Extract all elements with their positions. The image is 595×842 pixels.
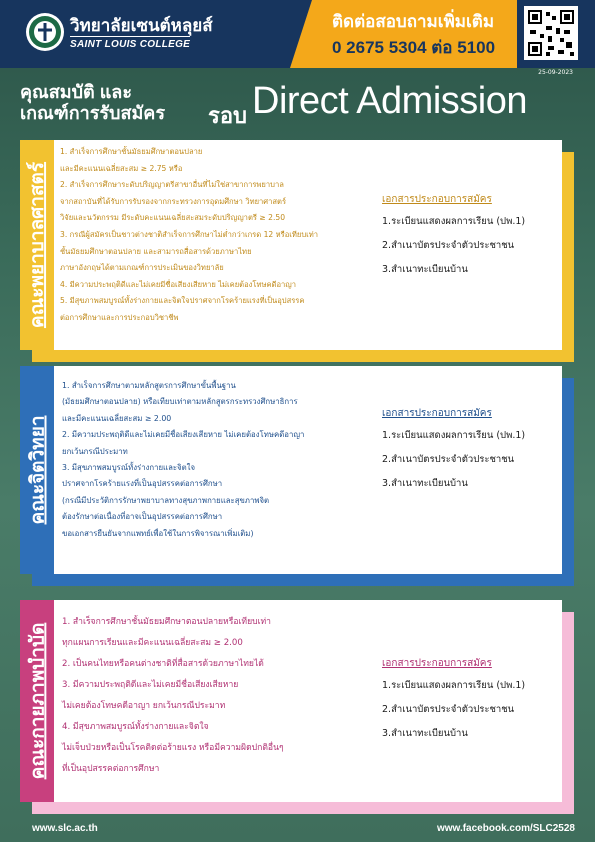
section-physio-title: คณะกายภาพบำบัด	[27, 622, 49, 780]
requirement-line: 3. มีสุขภาพสมบูรณ์ทั้งร่างกายและจิตใจ	[62, 463, 196, 473]
contact-title: ติดต่อสอบถามเพิ่มเติม	[332, 12, 495, 31]
requirement-line: ยกเว้นกรณีประมาท	[62, 446, 128, 456]
section-psychology-requirements	[62, 378, 304, 542]
document-item: 1.ระเบียนแสดงผลการเรียน (ปพ.1)	[382, 680, 526, 691]
documents-title: เอกสารประกอบการสมัคร	[382, 658, 492, 669]
section-psychology-card	[20, 366, 562, 574]
requirement-line: 5. มีสุขภาพสมบูรณ์ทั้งร่างกายและจิตใจปราศจากโรคร้ายแรงที่เป็นอุปสรรค	[60, 296, 305, 306]
requirement-line: 1. สำเร็จการศึกษาชั้นมัธยมศึกษาตอนปลายหรือเทียบเท่า	[62, 617, 272, 627]
section-physio-card	[20, 600, 562, 802]
section-nursing-card	[20, 140, 562, 350]
requirement-line: 3. มีความประพฤติดีและไม่เคยมีชื่อเสียงเสียหาย	[62, 680, 239, 690]
school-name-thai: วิทยาลัยเซนต์หลุยส์	[70, 16, 213, 35]
requirement-line: ภาษาอังกฤษได้ตามเกณฑ์การประเมินของวิทยาลัย	[60, 263, 224, 273]
publish-date: 25-09-2023	[538, 69, 573, 76]
section-nursing-tab	[20, 140, 54, 350]
requirement-line: ที่เป็นอุปสรรคต่อการศึกษา	[62, 764, 160, 774]
requirement-line: ไม่เจ็บป่วยหรือเป็นโรคติดต่อร้ายแรง หรือมีความผิดปกติอื่นๆ	[62, 743, 284, 753]
section-nursing-title: คณะพยาบาลศาสตร์	[27, 161, 48, 329]
section-psychology-documents	[382, 406, 525, 500]
requirement-line: ชั้นมัธยมศึกษาตอนปลาย และสามารถสื่อสารด้วยภาษาไทย	[60, 246, 252, 256]
requirement-line: จากสถาบันที่ได้รับการรับรองจากกระทรวงการอุดมศึกษา วิทยาศาสตร์	[60, 196, 287, 206]
document-item: 1.ระเบียนแสดงผลการเรียน (ปพ.1)	[382, 430, 526, 441]
section-psychology-tab	[20, 366, 54, 574]
school-logo-icon	[25, 12, 65, 52]
requirement-line: วิจัยและนวัตกรรม มีระดับคะแนนเฉลี่ยสะสมระดับปริญญาตรี ≥ 2.50	[60, 213, 286, 223]
title-line-2: เกณฑ์การรับสมัคร	[20, 103, 166, 123]
requirement-line: 1. สำเร็จการศึกษาตามหลักสูตรการศึกษาขั้นพื้นฐาน	[62, 381, 236, 390]
requirement-line: 2. มีความประพฤติดีและไม่เคยมีชื่อเสียงเสียหาย ไม่เคยต้องโทษคดีอาญา	[62, 430, 305, 440]
requirement-line: 2. เป็นคนไทยหรือคนต่างชาติที่สื่อสารด้วยภาษาไทยได้	[62, 659, 264, 669]
requirement-line: (มัธยมศึกษาตอนปลาย) หรือเทียบเท่าตามหลักสูตรกระทรวงศึกษาธิการ	[62, 397, 298, 407]
section-psychology-title: คณะจิตวิทยา	[27, 415, 49, 525]
document-item: 1.ระเบียนแสดงผลการเรียน (ปพ.1)	[382, 216, 526, 227]
section-physio-tab	[20, 600, 54, 802]
requirement-line: 4. มีสุขภาพสมบูรณ์ทั้งร่างกายและจิตใจ	[62, 722, 209, 732]
requirement-line: ต้องรักษาต่อเนื่องที่อาจเป็นอุปสรรคต่อการศึกษา	[62, 512, 223, 522]
facebook-link[interactable]: www.facebook.com/SLC2528	[436, 823, 575, 834]
title-subheading	[20, 82, 220, 124]
requirement-line: ขอเอกสารยืนยันจากแพทย์เพื่อใช้ในการพิจารณาเพิ่มเติม)	[62, 528, 254, 538]
contact-bar	[312, 0, 517, 68]
page-title: Direct Admission	[252, 80, 527, 122]
requirement-line: 3. กรณีผู้สมัครเป็นชาวต่างชาติสำเร็จการศึกษาไม่ต่ำกว่าเกรด 12 หรือเทียบเท่า	[60, 229, 319, 239]
requirement-line: 4. มีความประพฤติดีและไม่เคยมีชื่อเสียงเสียหาย ไม่เคยต้องโทษคดีอาญา	[60, 279, 297, 289]
contact-phone: 0 2675 5304 ต่อ 5100	[332, 38, 496, 57]
title-round: รอบ	[208, 103, 247, 128]
requirement-line: (กรณีมีประวัติการรักษาพยาบาลทางสุขภาพกายและสุขภาพจิต	[62, 495, 270, 505]
document-item: 2.สำเนาบัตรประจำตัวประชาชน	[382, 704, 515, 715]
title-line-1: คุณสมบัติ และ	[20, 82, 133, 102]
website-link[interactable]: www.slc.ac.th	[32, 823, 98, 834]
requirement-line: 2. สำเร็จการศึกษาระดับปริญญาตรีสาขาอื่นที่ไม่ใช่สาขาการพยาบาล	[60, 180, 284, 190]
section-physio-documents	[382, 656, 525, 750]
section-nursing-documents	[382, 192, 525, 286]
requirement-line: ทุกแผนการเรียนและมีคะแนนเฉลี่ยสะสม ≥ 2.00	[62, 638, 243, 648]
requirement-line: ปราศจากโรคร้ายแรงที่เป็นอุปสรรคต่อการศึกษา	[62, 479, 223, 489]
requirement-line: 1. สำเร็จการศึกษาชั้นมัธยมศึกษาตอนปลาย	[60, 147, 203, 156]
requirement-line: และมีคะแนนเฉลี่ยสะสม ≥ 2.75 หรือ	[60, 163, 183, 173]
document-item: 2.สำเนาบัตรประจำตัวประชาชน	[382, 454, 515, 465]
document-item: 3.สำเนาทะเบียนบ้าน	[382, 478, 468, 489]
document-item: 3.สำเนาทะเบียนบ้าน	[382, 728, 468, 739]
document-item: 2.สำเนาบัตรประจำตัวประชาชน	[382, 240, 515, 251]
qr-code-icon	[524, 6, 578, 60]
section-nursing-requirements	[60, 144, 318, 327]
documents-title: เอกสารประกอบการสมัคร	[382, 408, 492, 419]
document-item: 3.สำเนาทะเบียนบ้าน	[382, 264, 468, 275]
requirement-line: และมีคะแนนเฉลี่ยสะสม ≥ 2.00	[62, 413, 172, 423]
documents-title: เอกสารประกอบการสมัคร	[382, 194, 492, 205]
school-name-english: SAINT LOUIS COLLEGE	[70, 36, 190, 50]
requirement-line: ต่อการศึกษาและการประกอบวิชาชีพ	[60, 312, 179, 322]
requirement-line: ไม่เคยต้องโทษคดีอาญา ยกเว้นกรณีประมาท	[62, 701, 226, 711]
section-physio-requirements	[62, 612, 284, 780]
